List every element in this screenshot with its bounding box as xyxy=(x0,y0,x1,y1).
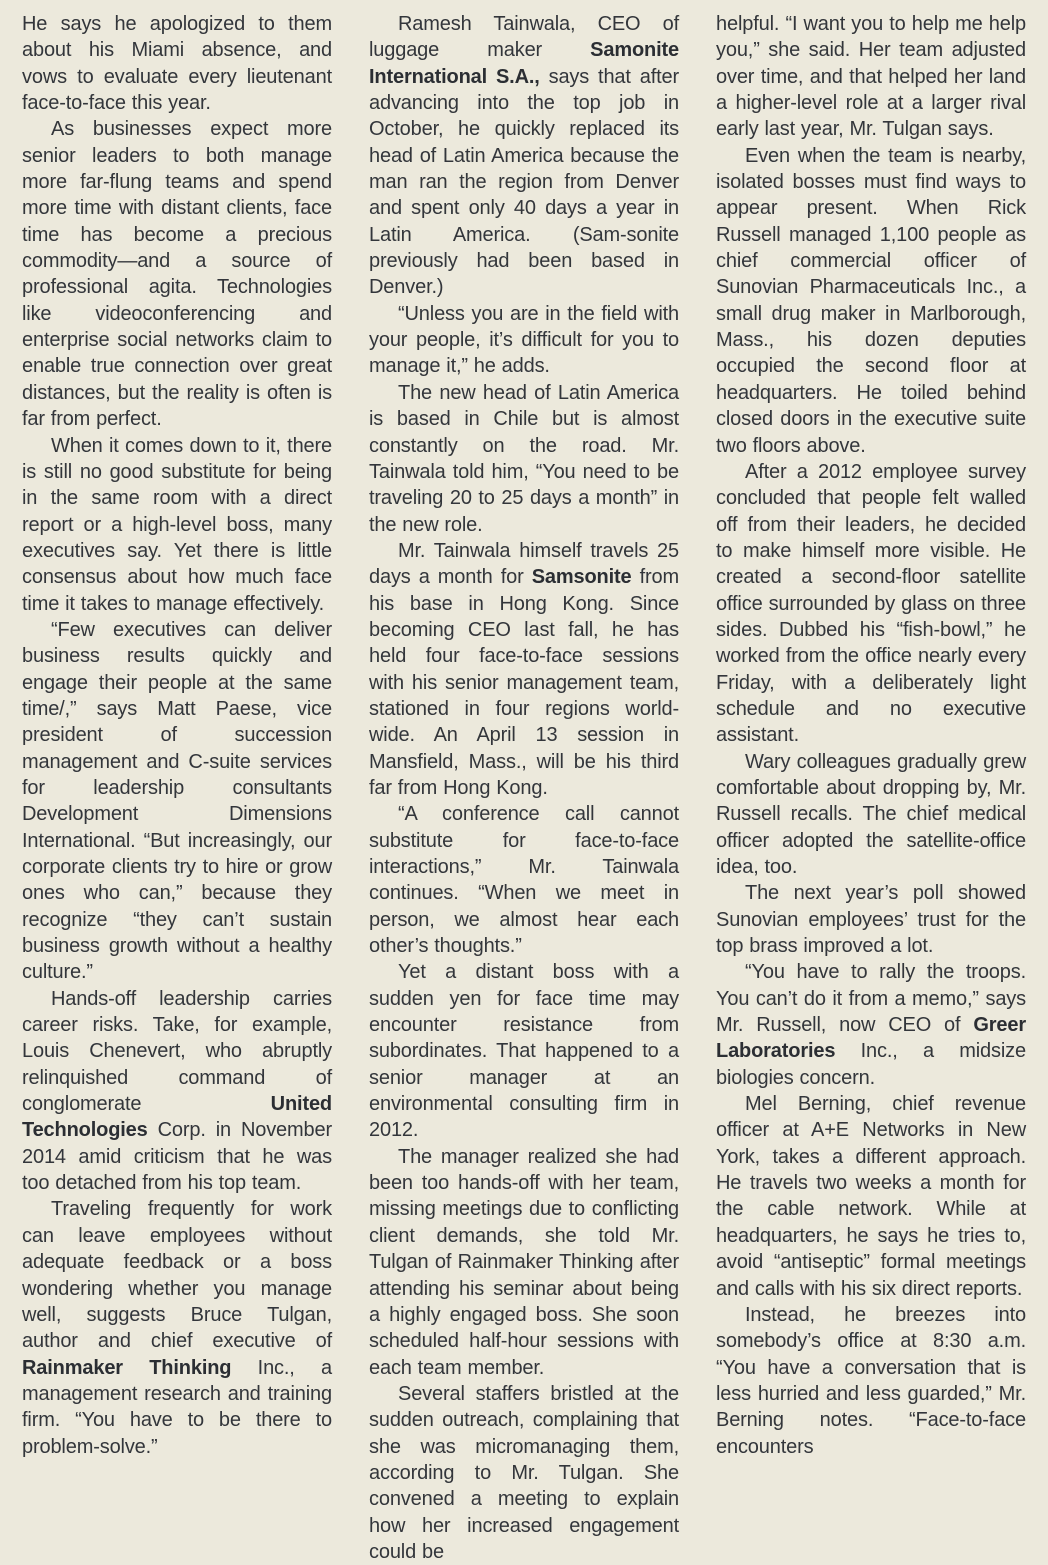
text-segment: Ramesh Tainwala, CEO of luggage maker xyxy=(369,13,679,62)
article-column-1 xyxy=(22,11,332,1565)
paragraph xyxy=(716,459,1026,749)
paragraph xyxy=(716,880,1026,959)
paragraph xyxy=(716,1091,1026,1302)
text-segment: Hands-off leadership carries career risks. Take, for example, Louis Chenevert, who abruptly relinquished command of conglomerate xyxy=(22,987,332,1116)
bold-company-name: Samonite International S.A., xyxy=(369,39,679,88)
bold-company-name: Samsonite xyxy=(531,566,632,589)
text-segment: Inc., a midsize biologies concern. xyxy=(716,1040,1026,1089)
paragraph xyxy=(22,116,332,432)
article-column-2 xyxy=(369,11,679,1565)
paragraph xyxy=(22,617,332,986)
text-segment: The next year’s poll showed Sunovian employees’ trust for the top brass improved a lot. xyxy=(716,882,1026,958)
text-segment: Mel Berning, chief revenue officer at A+E Networks in New York, takes a different approach. He travels two weeks a month for the cable network. While at headquarters, he says he tries to, avoid “antiseptic” formal meetings and calls with his six direct reports. xyxy=(716,1093,1026,1300)
paragraph xyxy=(369,538,679,801)
text-segment: Several staffers bristled at the sudden outreach, complaining that she was micromanaging them, according to Mr. Tulgan. She convened a meeting to explain how her increased engagement could be xyxy=(369,1382,679,1563)
text-segment: from his base in Hong Kong. Since becoming CEO last fall, he has held four face-to-face sessions with his senior management team, stationed in four regions world-wide. An April 13 session in Mansfield, Mass., will be his third far from Hong Kong. xyxy=(369,566,679,799)
paragraph xyxy=(716,1302,1026,1460)
text-segment: Traveling frequently for work can leave employees without adequate feedback or a boss wondering whether you manage well, suggests Bruce Tulgan, author and chief executive of xyxy=(22,1198,332,1353)
paragraph xyxy=(716,143,1026,459)
text-segment: As businesses expect more senior leaders to both manage more far-flung teams and spend more time with distant clients, face time has become a precious commodity—and a source of professional agita. Technologies like videoconferencing and enterprise social networks claim to enable true connection over great distances, but the reality is often is far from perfect. xyxy=(22,118,332,431)
text-segment: “Few executives can deliver business results quickly and engage their people at the same time/,” says Matt Paese, vice president of succession management and C-suite services for leadership consultants Development Dimensions International. “But increasingly, our corporate clients try to hire or grow ones who can,” because they recognize “they can’t sustain business growth without a healthy culture.” xyxy=(22,618,332,984)
text-segment: Inc., a management research and training firm. “You have to be there to problem-solve.” xyxy=(22,1356,332,1458)
text-segment: “You have to rally the troops. You can’t do it from a memo,” says Mr. Russell, now CEO of xyxy=(716,961,1026,1037)
bold-company-name: United Technologies xyxy=(22,1093,332,1142)
paragraph xyxy=(22,1196,332,1459)
paragraph xyxy=(369,301,679,380)
text-segment: says that after advancing into the top job in October, he quickly replaced its head of Latin America because the man ran the region from Denver and spent only 40 days a year in Latin America. (Sam-sonite previously had been based in Denver.) xyxy=(369,65,679,299)
text-segment: The manager realized she had been too hands-off with her team, missing meetings due to conflicting client demands, she told Mr. Tulgan of Rainmaker Thinking after attending his seminar about being a highly engaged boss. She soon scheduled half-hour sessions with each team member. xyxy=(369,1145,679,1379)
paragraph xyxy=(716,749,1026,881)
text-segment: “Unless you are in the field with your people, it’s difficult for you to manage it,” he adds. xyxy=(369,302,679,378)
paragraph xyxy=(716,959,1026,1091)
text-segment: Instead, he breezes into somebody’s office at 8:30 a.m. “You have a conversation that is less hurried and less guarded,” Mr. Berning notes. “Face-to-face encounters xyxy=(716,1303,1026,1458)
article-column-3 xyxy=(716,11,1026,1565)
paragraph xyxy=(369,1381,679,1565)
paragraph xyxy=(716,11,1026,143)
text-segment: After a 2012 employee survey concluded that people felt walled off from their leaders, he decided to make himself more visible. He created a second-floor satellite office surrounded by glass on three sides. Dubbed his “fish-bowl,” he worked from the office nearly every Friday, with a deliberately light schedule and no executive assistant. xyxy=(716,460,1026,747)
text-segment: Mr. Tainwala himself travels 25 days a month for xyxy=(369,539,679,589)
paragraph xyxy=(369,801,679,959)
paragraph xyxy=(369,959,679,1143)
bold-company-name: Rainmaker Thinking xyxy=(22,1356,232,1379)
text-segment: “A conference call cannot substitute for face-to-face interactions,” Mr. Tainwala continues. “When we meet in person, we almost hear each other’s thoughts.” xyxy=(369,803,679,958)
paragraph xyxy=(22,986,332,1197)
text-segment: helpful. “I want you to help me help you,” she said. Her team adjusted over time, and that helped her land a higher-level role at a larger rival early last year, Mr. Tulgan says. xyxy=(716,13,1026,141)
text-segment: When it comes down to it, there is still no good substitute for being in the same room with a direct report or a high-level boss, many executives say. Yet there is little consensus about how much face time it takes to manage effectively. xyxy=(22,434,332,615)
paragraph xyxy=(369,380,679,538)
text-segment: Wary colleagues gradually grew comfortable about dropping by, Mr. Russell recalls. The chief medical officer adopted the satellite-office idea, too. xyxy=(716,750,1026,878)
text-segment: Yet a distant boss with a sudden yen for face time may encounter resistance from subordinates. That happened to a senior manager at an environmental consulting firm in 2012. xyxy=(369,961,679,1142)
bold-company-name: Greer Laboratories xyxy=(716,1014,1026,1063)
text-segment: Even when the team is nearby, isolated bosses must find ways to appear present. When Rick Russell managed 1,100 people as chief commercial officer of Sunovian Pharmaceuticals Inc., a small drug maker in Marlborough, Mass., his dozen deputies occupied the second floor at headquarters. He toiled behind closed doors in the executive suite two floors above. xyxy=(716,144,1026,457)
paragraph xyxy=(369,11,679,301)
paragraph xyxy=(22,11,332,116)
text-segment: The new head of Latin America is based in Chile but is almost constantly on the road. Mr. Tainwala told him, “You need to be traveling 20 to 25 days a month” in the new role. xyxy=(369,381,679,536)
text-segment: He says he apologized to them about his Miami absence, and vows to evaluate every lieutenant face-to-face this year. xyxy=(22,13,332,115)
paragraph xyxy=(22,433,332,617)
text-segment: Corp. in November 2014 amid criticism that he was too detached from his top team. xyxy=(22,1119,332,1195)
paragraph xyxy=(369,1144,679,1381)
